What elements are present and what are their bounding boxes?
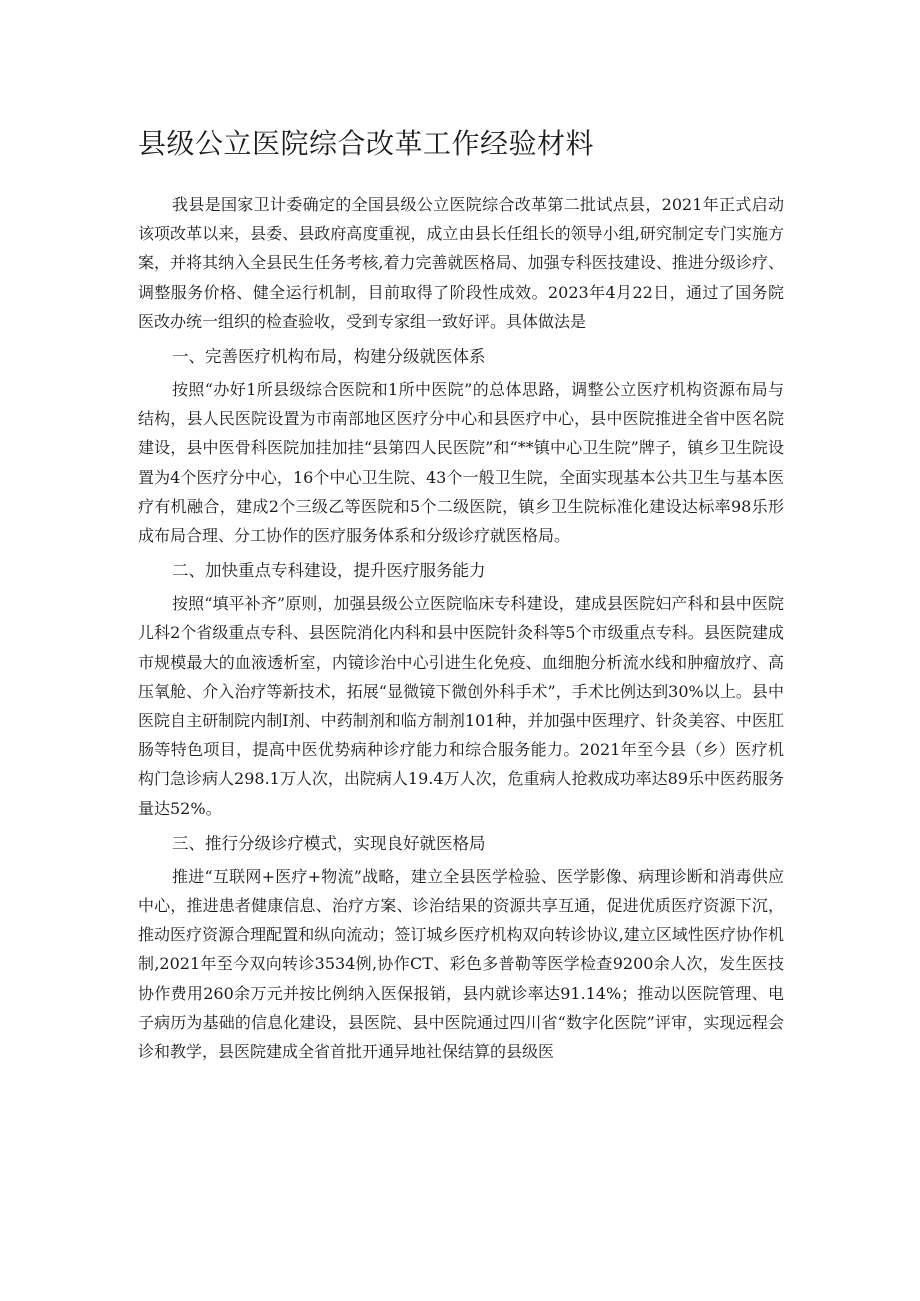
document-title: 县级公立医院综合改革工作经验材料: [138, 127, 595, 160]
section-2-body: 按照“填平补齐”原则，加强县级公立医院临床专科建设，建成县医院妇产科和县中医院儿科2个省级重点专科、县医院消化内科和县中医院针灸科等5个市级重点专科。县医院建成市规模最大的血液透析室，内镜诊治中心引进生化免疫、血细胞分析流水线和肿瘤放疗、高压氧舱、介入治疗等新技术，拓展“显微镜下微创外科手术”，手术比例达到30%以上。县中医院自主研制院内制I剂、中药制剂和临方制剂101种，并加强中医理疗、针灸美容、中医肛肠等特色项目，提高中医优势病种诊疗能力和综合服务能力。2021年至今县（乡）医疗机构门急诊病人298.1万人次，出院病人19.4万人次，危重病人抢救成功率达89乐中医药服务量达52%。: [138, 594, 784, 818]
section-1-heading: 一、完善医疗机构布局，构建分级就医体系: [172, 347, 486, 367]
section-1-body: 按照“办好1所县级综合医院和1所中医院”的总体思路，调整公立医疗机构资源布局与结构，县人民医院设置为市南部地区医疗分中心和县医疗中心，县中医院推进全省中医名院建设，县中医骨科医院加挂加挂“县第四人民医院”和“**镇中心卫生院”牌子，镇乡卫生院设置为4个医疗分中心，16个中心卫生院、43个一般卫生院，全面实现基本公共卫生与基本医疗有机融合，建成2个三级乙等医院和5个二级医院，镇乡卫生院标准化建设达标率98乐形成布局合理、分工协作的医疗服务体系和分级诊疗就医格局。: [138, 380, 784, 546]
section-2-heading: 二、加快重点专科建设，提升医疗服务能力: [172, 561, 486, 581]
intro-paragraph: 我县是国家卫计委确定的全国县级公立医院综合改革第二批试点县，2021年正式启动该项改革以来，县委、县政府高度重视，成立由县长任组长的领导小组,研究制定专门实施方案，并将其纳入全县民生任务考核,着力完善就医格局、加强专科医技建设、推进分级诊疗、调整服务价格、健全运行机制，目前取得了阶段性成效。2023年4月22日，通过了国务院医改办统一组织的检查验收，受到专家组一致好评。具体做法是: [138, 195, 784, 331]
section-3-heading: 三、推行分级诊疗模式，实现良好就医格局: [172, 833, 486, 853]
section-3-body: 推进“互联网+医疗+物流”战略，建立全县医学检验、医学影像、病理诊断和消毒供应中心，推进患者健康信息、治疗方案、诊治结果的资源共享互通，促进优质医疗资源下沉，推动医疗资源合理配置和纵向流动；签订城乡医疗机构双向转诊协议,建立区域性医疗协作机制,2021年至今双向转诊3534例,协作CT、彩色多普勒等医学检查9200余人次，发生医技协作费用260余万元并按比例纳入医保报销，县内就诊率达91.14%；推动以医院管理、电子病历为基础的信息化建设，县医院、县中医院通过四川省“数字化医院”评审，实现远程会诊和教学，县医院建成全省首批开通异地社保结算的县级医: [138, 866, 784, 1062]
document-page: [138, 120, 784, 1066]
